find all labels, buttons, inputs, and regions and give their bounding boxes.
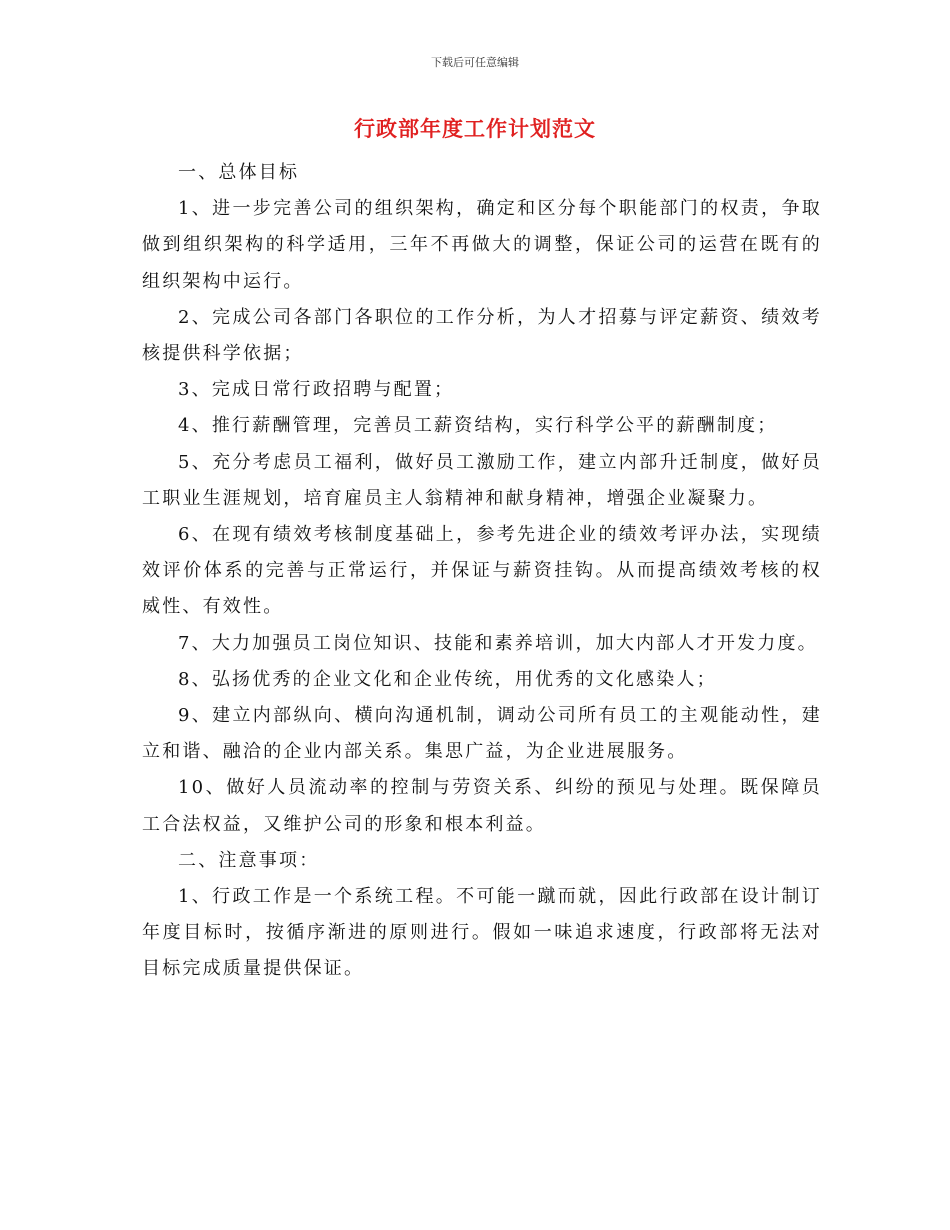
section-heading-goals: 一、总体目标 <box>178 162 300 183</box>
goal-item-2: 2、完成公司各部门各职位的工作分析，为人才招募与评定薪资、绩效考核提供科学依据； <box>142 306 822 365</box>
goal-item-4: 4、推行薪酬管理，完善员工薪资结构，实行科学公平的薪酬制度； <box>178 415 778 437</box>
document-body <box>142 155 822 988</box>
page-header-note: 下载后可任意编辑 <box>431 56 519 69</box>
note-item-1: 1、行政工作是一个系统工程。不可能一蹴而就，因此行政部在设计制订年度目标时，按循序渐进的原则进行。假如一味追求速度，行政部将无法对目标完成质量提供保证。 <box>142 886 822 980</box>
goal-item-8: 8、弘扬优秀的企业文化和企业传统，用优秀的文化感染人； <box>178 668 717 690</box>
section-heading-notes: 二、注意事项： <box>178 849 320 871</box>
goal-item-3: 3、完成日常行政招聘与配置； <box>178 379 455 401</box>
goal-item-1: 1、进一步完善公司的组织架构，确定和区分每个职能部门的权责，争取做到组织架构的科学适用，三年不再做大的调整，保证公司的运营在既有的组织架构中运行。 <box>142 198 822 292</box>
goal-item-9: 9、建立内部纵向、横向沟通机制，调动公司所有员工的主观能动性，建立和谐、融洽的企业内部关系。集思广益，为企业进展服务。 <box>142 705 822 763</box>
goal-item-5: 5、充分考虑员工福利，做好员工激励工作，建立内部升迁制度，做好员工职业生涯规划，培育雇员主人翁精神和献身精神，增强企业凝聚力。 <box>142 451 822 509</box>
goal-item-10: 10、做好人员流动率的控制与劳资关系、纠纷的预见与处理。既保障员工合法权益，又维护公司的形象和根本利益。 <box>142 777 822 835</box>
document-title: 行政部年度工作计划范文 <box>354 117 596 141</box>
goal-item-6: 6、在现有绩效考核制度基础上，参考先进企业的绩效考评办法，实现绩效评价体系的完善与正常运行，并保证与薪资挂钩。从而提高绩效考核的权威性、有效性。 <box>142 524 822 618</box>
goal-item-7: 7、大力加强员工岗位知识、技能和素养培训，加大内部人才开发力度。 <box>178 632 818 654</box>
